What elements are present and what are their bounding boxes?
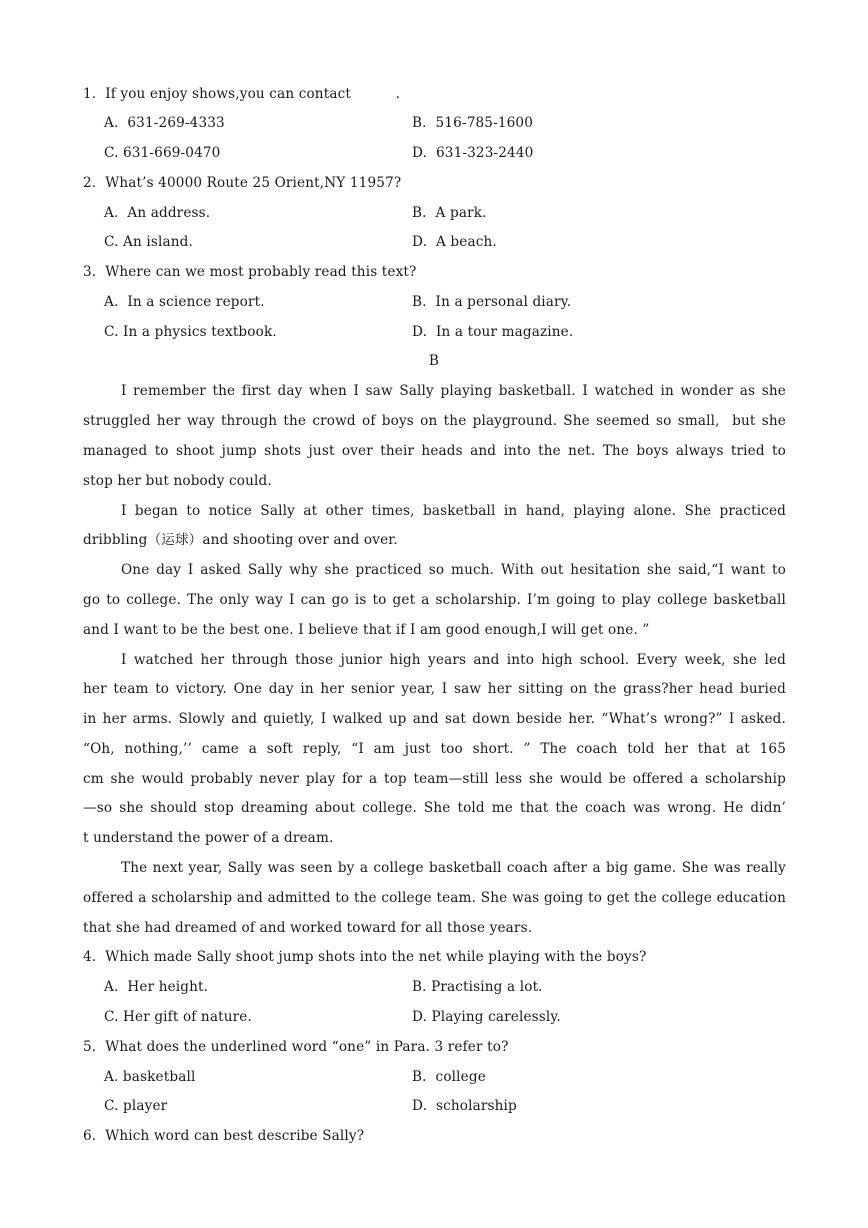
passage-line: and I want to be the best one. I believe that if I am good enough,I will get one. ” <box>83 622 650 638</box>
question-6-stem: 6. Which word can best describe Sally? <box>83 1128 365 1144</box>
question-1-option-a: A. 631-269-4333 <box>104 115 225 131</box>
passage-line: I began to notice Sally at other times, basketball in hand, playing alone. She practiced <box>121 503 786 519</box>
question-3-stem: 3. Where can we most probably read this text? <box>83 264 417 280</box>
passage-line: struggled her way through the crowd of boys on the playground. She seemed so small, but she <box>83 413 786 429</box>
question-1-option-d: D. 631-323-2440 <box>412 145 534 161</box>
passage-line: I watched her through those junior high years and into high school. Every week, she led <box>121 652 786 668</box>
passage-line: offered a scholarship and admitted to the college team. She was going to get the college education <box>83 890 786 906</box>
question-4-stem: 4. Which made Sally shoot jump shots into the net while playing with the boys? <box>83 949 647 965</box>
question-1-option-b: B. 516-785-1600 <box>412 115 534 131</box>
question-5-option-c: C. player <box>104 1098 168 1114</box>
passage-line: dribbling（运球）and shooting over and over. <box>83 532 398 548</box>
question-2-option-b: B. A park. <box>412 205 487 221</box>
passage-line: I remember the first day when I saw Sally playing basketball. I watched in wonder as she <box>121 383 786 399</box>
question-2-option-d: D. A beach. <box>412 234 497 250</box>
passage-line: cm she would probably never play for a top team—still less she would be offered a scholarship <box>83 771 786 787</box>
question-1-stem: 1. If you enjoy shows,you can contact . <box>83 86 401 102</box>
question-3-option-c: C. In a physics textbook. <box>104 324 277 340</box>
question-3-option-b: B. In a personal diary. <box>412 294 572 310</box>
question-3-option-a: A. In a science report. <box>104 294 265 310</box>
question-2-stem: 2. What’s 40000 Route 25 Orient,NY 11957? <box>83 175 402 191</box>
passage-line: go to college. The only way I can go is to get a scholarship. I’m going to play college basketball <box>83 592 786 608</box>
question-5-option-d: D. scholarship <box>412 1098 517 1114</box>
passage-line: “Oh, nothing,’’ came a soft reply, “I am just too short. ” The coach told her that at 165 <box>83 741 786 757</box>
passage-line: stop her but nobody could. <box>83 473 272 489</box>
passage-line: her team to victory. One day in her senior year, I saw her sitting on the grass?her head buried <box>83 681 786 697</box>
passage-line: One day I asked Sally why she practiced so much. With out hesitation she said,“I want to <box>121 562 786 578</box>
section-b-heading: B <box>428 353 440 369</box>
question-4-option-a: A. Her height. <box>104 979 209 995</box>
passage-line: in her arms. Slowly and quietly, I walked up and sat down beside her. “What’s wrong?” I asked. <box>83 711 786 727</box>
passage-line: managed to shoot jump shots just over their heads and into the net. The boys always tried to <box>83 443 786 459</box>
passage-line: t understand the power of a dream. <box>83 830 334 846</box>
question-2-option-c: C. An island. <box>104 234 193 250</box>
question-4-option-d: D. Playing carelessly. <box>412 1009 561 1025</box>
question-2-option-a: A. An address. <box>104 205 211 221</box>
passage-line: —so she should stop dreaming about college. She told me that the coach was wrong. He didn’ <box>83 800 786 816</box>
passage-line: that she had dreamed of and worked toward for all those years. <box>83 920 533 936</box>
question-1-option-c: C. 631-669-0470 <box>104 145 221 161</box>
passage-line: The next year, Sally was seen by a college basketball coach after a big game. She was really <box>121 860 786 876</box>
question-5-stem: 5. What does the underlined word “one” in Para. 3 refer to? <box>83 1039 509 1055</box>
question-4-option-c: C. Her gift of nature. <box>104 1009 252 1025</box>
question-4-option-b: B. Practising a lot. <box>412 979 543 995</box>
question-5-option-a: A. basketball <box>104 1069 196 1085</box>
question-3-option-d: D. In a tour magazine. <box>412 324 574 340</box>
question-5-option-b: B. college <box>412 1069 486 1085</box>
